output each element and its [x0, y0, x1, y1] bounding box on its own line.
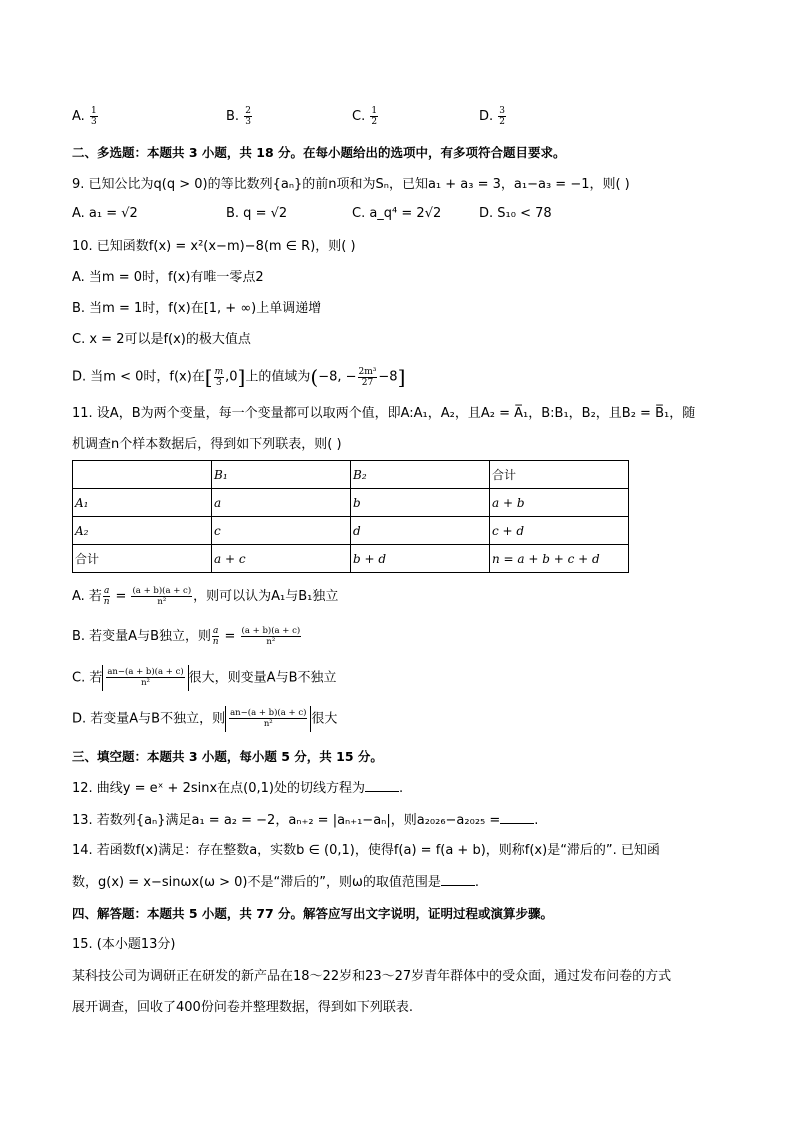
question-13: 13. 若数列{aₙ}满足a₁ = a₂ = −2，aₙ₊₂ = |aₙ₊₁−aₙ|，则a₂₀₂₆−a₂₀₂₅ = . [72, 813, 539, 828]
question-15-title: 15. (本小题13分) [72, 937, 176, 952]
section-heading-multiple-choice: 二、多选题：本题共 3 小题，共 18 分。在每小题给出的选项中，有多项符合题目要求。 [72, 145, 566, 160]
q10-option-d: D. 当m < 0时，f(x)在[ $\frac{m}{3}$ ,0]上的值域为(−8, − $\frac{\text{2m³}}{27}$ −8] [72, 365, 406, 389]
table-cell: A₂ [73, 517, 212, 545]
question-9-stem: 9. 已知公比为q(q > 0)的等比数列{aₙ}的前n项和为Sₙ，已知a₁ + a₃ = 3，a₁−a₃ = −1，则( ) [72, 177, 630, 192]
table-cell: A₁ [73, 489, 212, 517]
table-row [73, 489, 629, 517]
answer-blank[interactable] [365, 779, 399, 792]
q11-option-b: B. 若变量A与B独立，则 $\frac{a}{n}$ = $\frac{(a + b)(a + c)}{\text{n²}}$ [72, 626, 301, 647]
table-cell: n = a + b + c + d [490, 545, 629, 573]
q10-option-a: A. 当m = 0时，f(x)有唯一零点2 [72, 270, 264, 285]
table-cell: a [212, 489, 351, 517]
question-11-stem-line1: 11. 设A，B为两个变量，每一个变量都可以取两个值，即A:A₁，A₂，且A₂ = A̅₁，B:B₁，B₂，且B₂ = B̅₁，随 [72, 406, 696, 421]
table-row [73, 517, 629, 545]
table-cell: 合计 [73, 545, 212, 573]
question-12: 12. 曲线y = eˣ + 2sinx在点(0,1)处的切线方程为 . [72, 781, 404, 796]
section-heading-fill-in: 三、填空题：本题共 3 小题，每小题 5 分，共 15 分。 [72, 749, 383, 764]
table-row [73, 545, 629, 573]
q9-option-a: A. a₁ = √2 [72, 206, 138, 221]
q8-option-d: D. $\frac{3}{2}$ [479, 106, 506, 127]
section-heading-solutions: 四、解答题：本题共 5 小题，共 77 分。解答应写出文字说明，证明过程或演算步骤。 [72, 906, 554, 921]
table-cell: a + c [212, 545, 351, 573]
table-cell: c [212, 517, 351, 545]
question-15-text-line2: 展开调查，回收了400份问卷并整理数据，得到如下列联表. [72, 1000, 413, 1015]
q8-option-a: A. $\frac{1}{3}$ [72, 106, 97, 127]
table-cell: b [351, 489, 490, 517]
table-row [73, 461, 629, 489]
contingency-table [72, 460, 629, 573]
answer-blank[interactable] [500, 811, 534, 824]
question-14-line2: 数，g(x) = x−sinωx(ω > 0)不是“滞后的”，则ω的取值范围是 . [72, 875, 479, 890]
q9-option-c: C. a_q⁴ = 2√2 [352, 206, 442, 221]
table-cell: B₂ [351, 461, 490, 489]
answer-blank[interactable] [441, 873, 475, 886]
q8-option-b: B. $\frac{2}{3}$ [226, 106, 251, 127]
table-cell: d [351, 517, 490, 545]
table-cell: c + d [490, 517, 629, 545]
table-cell: b + d [351, 545, 490, 573]
question-11-stem-line2: 机调查n个样本数据后，得到如下列联表，则( ) [72, 437, 342, 452]
q10-option-b: B. 当m = 1时，f(x)在[1, + ∞)上单调递增 [72, 301, 322, 316]
q8-option-c: C. $\frac{1}{2}$ [352, 106, 378, 127]
question-14-line1: 14. 若函数f(x)满足：存在整数a，实数b ∈ (0,1)，使得f(a) = f(a + b)，则称f(x)是“滞后的”. 已知函 [72, 843, 660, 858]
q11-option-d: D. 若变量A与B不独立，则 $\frac{an-(a + b)(a + c)}{\text{n²}}$ 很大 [72, 706, 337, 733]
table-cell: 合计 [490, 461, 629, 489]
table-cell [73, 461, 212, 489]
q9-option-d: D. S₁₀ < 78 [479, 206, 552, 221]
question-15-text-line1: 某科技公司为调研正在研发的新产品在18～22岁和23～27岁青年群体中的受众面，通过发布问卷的方式 [72, 969, 672, 984]
table-cell: a + b [490, 489, 629, 517]
q11-option-c: C. 若 $\frac{an-(a + b)(a + c)}{\text{n²}}$ 很大，则变量A与B不独立 [72, 665, 336, 692]
table-cell: B₁ [212, 461, 351, 489]
q11-option-a: A. 若 $\frac{a}{n}$ = $\frac{(a + b)(a + c)}{\text{n²}}$ ，则可以认为A₁与B₁独立 [72, 586, 339, 607]
question-10-stem: 10. 已知函数f(x) = x²(x−m)−8(m ∈ R)，则( ) [72, 239, 356, 254]
q9-option-b: B. q = √2 [226, 206, 288, 221]
q10-option-c: C. x = 2可以是f(x)的极大值点 [72, 332, 251, 347]
